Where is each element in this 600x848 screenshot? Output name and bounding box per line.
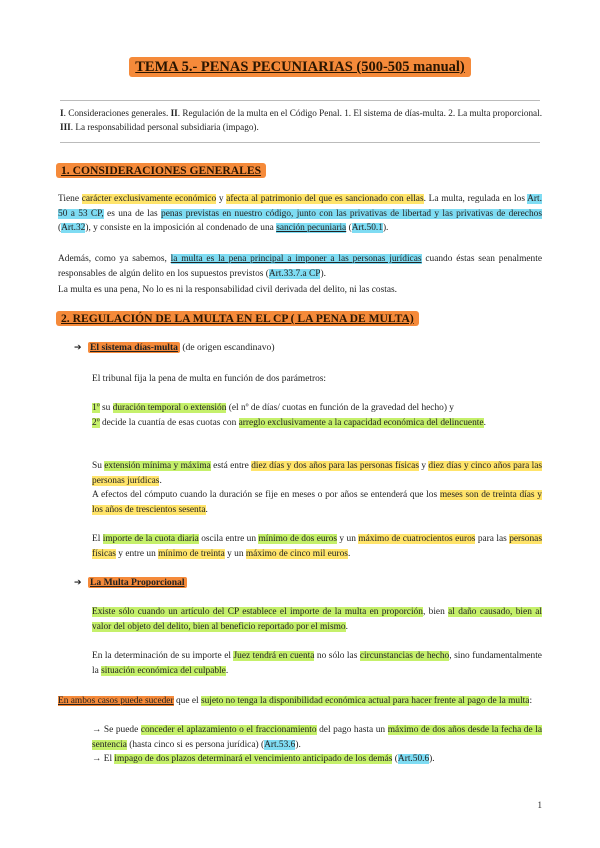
- section-1-paragraph-1: Tiene carácter exclusivamente económico y afecta al patrimonio del que es sancionado con ellas. La multa, regulada en los Art. 50 a 53 CP, es una de las penas previstas en nuestro código, junto con las privativas de libertad y las privativas de derechos (Art.32), y consiste en la imposición al condenado de una sanción pecuniaria (Art.50.1).: [58, 194, 542, 234]
- impago-item: → El impago de dos plazos determinará el vencimiento anticipado de los demás (Art.50.6).: [92, 754, 435, 764]
- section-1-paragraph-2: Además, como ya sabemos, la multa es la pena principal a imponer a las personas jurídicas cuando éstas sean penalmente responsables de algún delito en los supuestos previstos (Art.33.7.a CP).: [58, 254, 542, 279]
- divider-top: [60, 100, 540, 101]
- toc-text-1: . Consideraciones generales.: [63, 108, 171, 118]
- arrow-right-icon: ➔: [74, 343, 82, 353]
- bullet-dias-multa: ➔ El sistema días-multa (de origen escandinavo): [74, 342, 275, 353]
- ambos-casos-paragraph: En ambos casos puede suceder que el sujeto no tenga la disponibilidad económica actual para hacer frente al pago de la multa:: [58, 696, 533, 706]
- toc-roman-1: I: [60, 108, 64, 118]
- page-title-text: TEMA 5.- PENAS PECUNIARIAS (500-505 manual): [129, 57, 471, 77]
- aplazamiento-item: → Se puede conceder el aplazamiento o el fraccionamiento del pago hasta un máximo de dos años desde la fecha de la sentencia (hasta cinco si es persona jurídica) (Art.53.6).: [92, 725, 542, 750]
- toc-roman-2: II: [170, 108, 178, 118]
- bullet-multa-proporcional: ➔ La Multa Proporcional: [74, 577, 185, 588]
- toc-roman-3: III: [60, 122, 71, 132]
- dias-multa-parameters: 1º su duración temporal o extensión (el nº de días/ cuotas en función de la gravedad del hecho) y 2º decide la cuantía de esas cuotas con arreglo exclusivamente a la capacidad económica del delincuente.: [92, 403, 486, 428]
- toc-text-2: . Regulación de la multa en el Código Penal. 1. El sistema de días-multa. 2. La multa proporcional.: [177, 108, 542, 118]
- section-1-paragraph-3: La multa es una pena, No lo es ni la responsabilidad civil derivada del delito, ni las costas.: [58, 285, 397, 295]
- table-of-contents: [60, 106, 542, 134]
- section-1-heading: 1. CONSIDERACIONES GENERALES: [56, 163, 266, 178]
- dias-multa-cuota: El importe de la cuota diaria oscila entre un mínimo de dos euros y un máximo de cuatrocientos euros para las personas físicas y entre un mínimo de treinta y un máximo de cinco mil euros.: [92, 534, 542, 559]
- dias-multa-extension: Su extensión mínima y máxima está entre diez días y dos años para las personas físicas y diez días y cinco años para las personas jurídicas. A efectos del cómputo cuando la duración se fije en meses o por años se entenderá que los meses son de treinta días y los años de trescientos sesenta.: [92, 461, 542, 515]
- toc-text-3: . La responsabilidad personal subsidiaria (impago).: [70, 122, 259, 132]
- dias-multa-intro: El tribunal fija la pena de multa en función de dos parámetros:: [92, 374, 327, 384]
- divider-bottom: [60, 142, 540, 143]
- proporcional-paragraph-1: Existe sólo cuando un artículo del CP establece el importe de la multa en proporción, bien al daño causado, bien al valor del objeto del delito, bien al beneficio reportado por el mismo.: [92, 607, 542, 632]
- proporcional-paragraph-2: En la determinación de su importe el Juez tendrá en cuenta no sólo las circunstancias de hecho, sino fundamentalmente la situación económica del culpable.: [92, 651, 542, 676]
- arrow-right-icon: ➔: [74, 578, 82, 588]
- page-number: 1: [537, 800, 542, 810]
- section-2-heading: 2. REGULACIÓN DE LA MULTA EN EL CP ( LA PENA DE MULTA): [56, 311, 419, 326]
- page-title: [0, 58, 600, 76]
